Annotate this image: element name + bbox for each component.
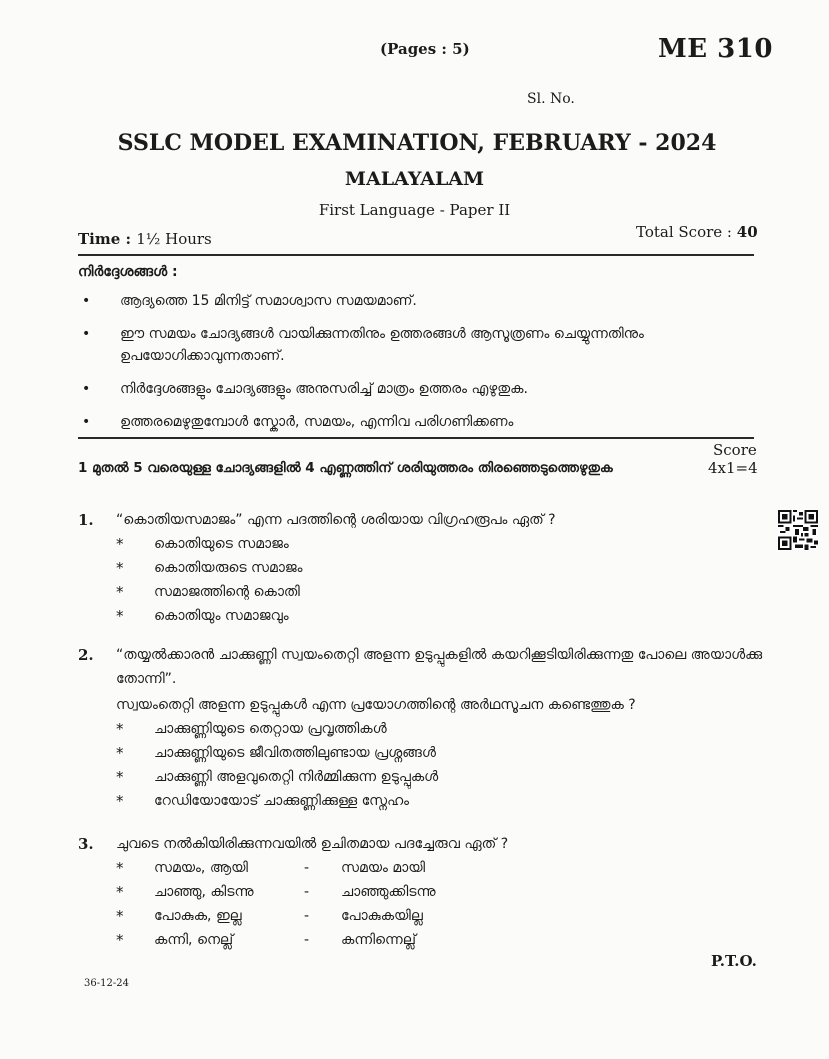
- option-words: ചാഞ്ഞു, കിടന്നു: [154, 884, 254, 900]
- score-value: 4x1=4: [708, 459, 758, 477]
- star-icon: *: [116, 583, 124, 601]
- star-icon: *: [116, 768, 124, 786]
- score-heading: Score: [713, 441, 757, 459]
- total-value: 40: [736, 223, 758, 241]
- option-dash: -: [304, 884, 310, 900]
- option-text: ചാക്കുണ്ണിയുടെ തെറ്റായ പ്രവൃത്തികൾ: [154, 721, 387, 737]
- bullet-icon: •: [82, 381, 91, 397]
- option-compound: സമയം മായി: [341, 860, 426, 876]
- bullet-icon: •: [82, 414, 91, 430]
- option-compound: കന്നിന്നെല്ല്: [341, 932, 416, 948]
- instruction-text: ഈ സമയം ചോദ്യങ്ങൾ വായിക്കുന്നതിനും ഉത്തരങ്ങൾ ആസൂത്രണം ചെയ്യുന്നതിനും ഉപയോഗിക്കാവുന്നതാണ്.: [120, 326, 644, 364]
- print-code: 36-12-24: [84, 978, 129, 989]
- question-number: 2.: [78, 646, 94, 664]
- option-compound: പോകുകയില്ല: [341, 908, 423, 924]
- question-number: 1.: [78, 511, 94, 529]
- option: [116, 580, 768, 604]
- option-text: ചാക്കുണ്ണി അളവുതെറ്റി നിർമ്മിക്കുന്ന ഉടുപ്പുകൾ: [154, 769, 439, 785]
- option: [116, 789, 768, 813]
- option: [116, 741, 768, 765]
- qr-code-icon: [778, 510, 818, 550]
- question-subtext: സ്വയംതെറ്റി അളന്ന ഉടുപ്പുകൾ എന്ന പ്രയോഗത്തിന്റെ അർഥസൂചന കണ്ടെത്തുക ?: [116, 697, 636, 713]
- option: [116, 928, 768, 952]
- option-text: കൊതിയരുടെ സമാജം: [154, 560, 303, 576]
- bullet-icon: •: [82, 326, 91, 342]
- time-value: 1½ Hours: [136, 230, 212, 248]
- star-icon: *: [116, 883, 124, 901]
- question-text: ചുവടെ നൽകിയിരിക്കുന്നവയിൽ ഉചിതമായ പദച്ചേരുവ ഏത് ?: [116, 836, 509, 852]
- option-text: സമാജത്തിന്റെ കൊതി: [154, 584, 300, 600]
- serial-number-label: Sl. No.: [527, 91, 575, 107]
- star-icon: *: [116, 559, 124, 577]
- please-turn-over: P.T.O.: [711, 952, 757, 970]
- star-icon: *: [116, 792, 124, 810]
- option-text: റേഡിയോയോട് ചാക്കുണ്ണിക്കുള്ള സ്നേഹം: [154, 793, 410, 809]
- option-words: സമയം, ആയി: [154, 860, 248, 876]
- option-text: കൊതിയുടെ സമാജം: [154, 536, 289, 552]
- star-icon: *: [116, 535, 124, 553]
- subject-title: MALAYALAM: [344, 168, 485, 190]
- options-list: [116, 856, 768, 952]
- option: [116, 717, 768, 741]
- option: [116, 765, 768, 789]
- option: [116, 604, 768, 628]
- time-label: Time :: [78, 230, 137, 248]
- question-2: [78, 643, 768, 813]
- time-allowed: [78, 230, 212, 248]
- instruction-item: [80, 378, 770, 400]
- options-list: [116, 717, 768, 813]
- option: [116, 904, 768, 928]
- options-list: [116, 532, 768, 628]
- instruction-text: ആദ്യത്തെ 15 മിനിട്ട് സമാശ്വാസ സമയമാണ്.: [120, 293, 417, 309]
- page-count: (Pages : 5): [380, 40, 470, 58]
- total-score: [636, 223, 758, 241]
- instruction-item: [80, 411, 770, 433]
- exam-title: SSLC MODEL EXAMINATION, FEBRUARY - 2024: [117, 130, 717, 156]
- exam-code: ME 310: [658, 34, 773, 64]
- question-text: “തയ്യൽക്കാരൻ ചാക്കുണ്ണി സ്വയംതെറ്റി അളന്ന ഉടുപ്പുകളിൽ കയറിക്കൂടിയിരിക്കുന്നതു പോലെ അയാൾക്കു തോന്നി”.: [116, 647, 763, 687]
- option-dash: -: [304, 860, 310, 876]
- divider: [78, 437, 754, 439]
- instruction-item: [80, 290, 770, 312]
- instruction-text: ഉത്തരമെഴുതുമ്പോൾ സ്കോർ, സമയം, എന്നിവ പരിഗണിക്കണം: [120, 414, 514, 430]
- star-icon: *: [116, 907, 124, 925]
- question-1: [78, 508, 768, 628]
- question-number: 3.: [78, 835, 94, 853]
- option-words: പോകുക, ഇല്ല: [154, 908, 242, 924]
- star-icon: *: [116, 607, 124, 625]
- instruction-text: നിർദ്ദേശങ്ങളും ചോദ്യങ്ങളും അനുസരിച്ച് മാത്രം ഉത്തരം എഴുതുക.: [120, 381, 528, 397]
- star-icon: *: [116, 744, 124, 762]
- option: [116, 532, 768, 556]
- option: [116, 556, 768, 580]
- star-icon: *: [116, 720, 124, 738]
- option-text: ചാക്കുണ്ണിയുടെ ജീവിതത്തിലുണ്ടായ പ്രശ്നങ്ങൾ: [154, 745, 436, 761]
- star-icon: *: [116, 931, 124, 949]
- bullet-icon: •: [82, 293, 91, 309]
- question-3: [78, 832, 768, 952]
- option-dash: -: [304, 932, 310, 948]
- question-text: “കൊതിയസമാജം” എന്ന പദത്തിന്റെ ശരിയായ വിഗ്രഹരൂപം ഏത് ?: [116, 512, 556, 528]
- section-instruction: 1 മുതൽ 5 വരെയുള്ള ചോദ്യങ്ങളിൽ 4 എണ്ണത്തിന് ശരിയുത്തരം തിരഞ്ഞെടുത്തെഴുതുക: [78, 460, 613, 476]
- instruction-item: [80, 323, 770, 367]
- option: [116, 856, 768, 880]
- star-icon: *: [116, 859, 124, 877]
- option-compound: ചാഞ്ഞുക്കിടന്നു: [341, 884, 436, 900]
- option-words: കന്നി, നെല്ല്: [154, 932, 234, 948]
- option-text: കൊതിയും സമാജവും: [154, 608, 289, 624]
- instructions-list: [80, 290, 770, 444]
- instructions-heading: നിർദ്ദേശങ്ങൾ :: [78, 264, 178, 280]
- paper-title: First Language - Paper II: [318, 201, 511, 219]
- option-dash: -: [304, 908, 310, 924]
- divider: [78, 254, 754, 256]
- option: [116, 880, 768, 904]
- total-label: Total Score :: [636, 223, 737, 241]
